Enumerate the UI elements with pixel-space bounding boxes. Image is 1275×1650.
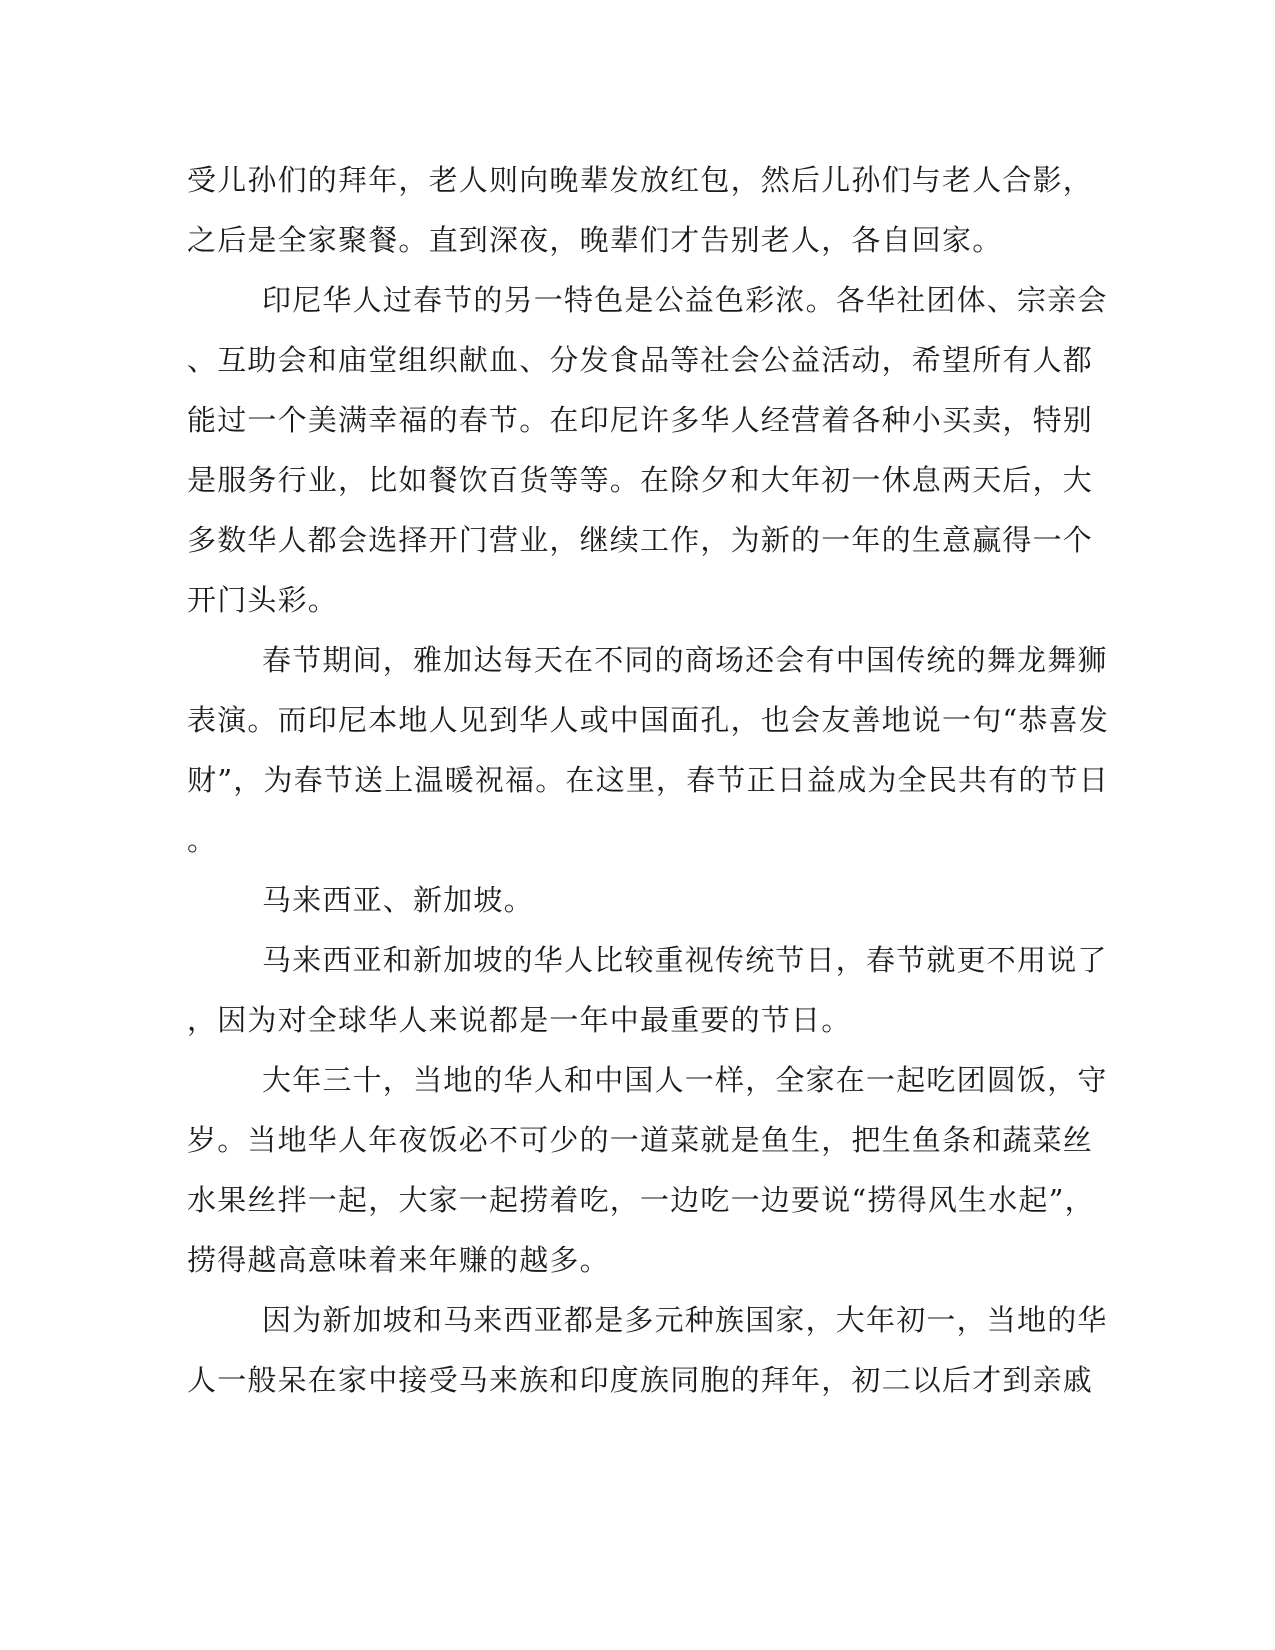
text-line: 表演。而印尼本地人见到华人或中国面孔，也会友善地说一句“恭喜发 — [187, 703, 1110, 737]
text-line: 多数华人都会选择开门营业，继续工作，为新的一年的生意赢得一个 — [187, 523, 1094, 557]
text-line: 受儿孙们的拜年，老人则向晚辈发放红包，然后儿孙们与老人合影， — [187, 163, 1094, 197]
text-line: 岁。当地华人年夜饭必不可少的一道菜就是鱼生，把生鱼条和蔬菜丝 — [187, 1123, 1094, 1157]
section-heading: 马来西亚、新加坡。 — [262, 883, 534, 917]
text-line: 之后是全家聚餐。直到深夜，晚辈们才告别老人，各自回家。 — [187, 223, 1003, 257]
text-line: 能过一个美满幸福的春节。在印尼许多华人经营着各种小买卖，特别 — [187, 403, 1094, 437]
text-line: 、互助会和庙堂组织献血、分发食品等社会公益活动，希望所有人都 — [187, 343, 1094, 377]
text-line: 财”，为春节送上温暖祝福。在这里，春节正日益成为全民共有的节日 — [187, 763, 1110, 797]
paragraph-start-line: 大年三十，当地的华人和中国人一样，全家在一起吃团圆饭，守 — [262, 1063, 1108, 1097]
text-line: 是服务行业，比如餐饮百货等等。在除夕和大年初一休息两天后，大 — [187, 463, 1094, 497]
paragraph-start-line: 马来西亚和新加坡的华人比较重视传统节日，春节就更不用说了 — [262, 943, 1108, 977]
paragraph-start-line: 因为新加坡和马来西亚都是多元种族国家，大年初一，当地的华 — [262, 1303, 1108, 1337]
text-line: 水果丝拌一起，大家一起捞着吃，一边吃一边要说“捞得风生水起”， — [187, 1183, 1095, 1217]
text-line: ，因为对全球华人来说都是一年中最重要的节日。 — [187, 1003, 852, 1037]
text-line: 。 — [187, 823, 218, 857]
text-line: 捞得越高意味着来年赚的越多。 — [187, 1243, 610, 1277]
text-line: 开门头彩。 — [187, 583, 339, 617]
paragraph-start-line: 春节期间，雅加达每天在不同的商场还会有中国传统的舞龙舞狮 — [262, 643, 1108, 677]
text-line: 人一般呆在家中接受马来族和印度族同胞的拜年，初二以后才到亲戚 — [187, 1363, 1094, 1397]
paragraph-start-line: 印尼华人过春节的另一特色是公益色彩浓。各华社团体、宗亲会 — [262, 283, 1108, 317]
